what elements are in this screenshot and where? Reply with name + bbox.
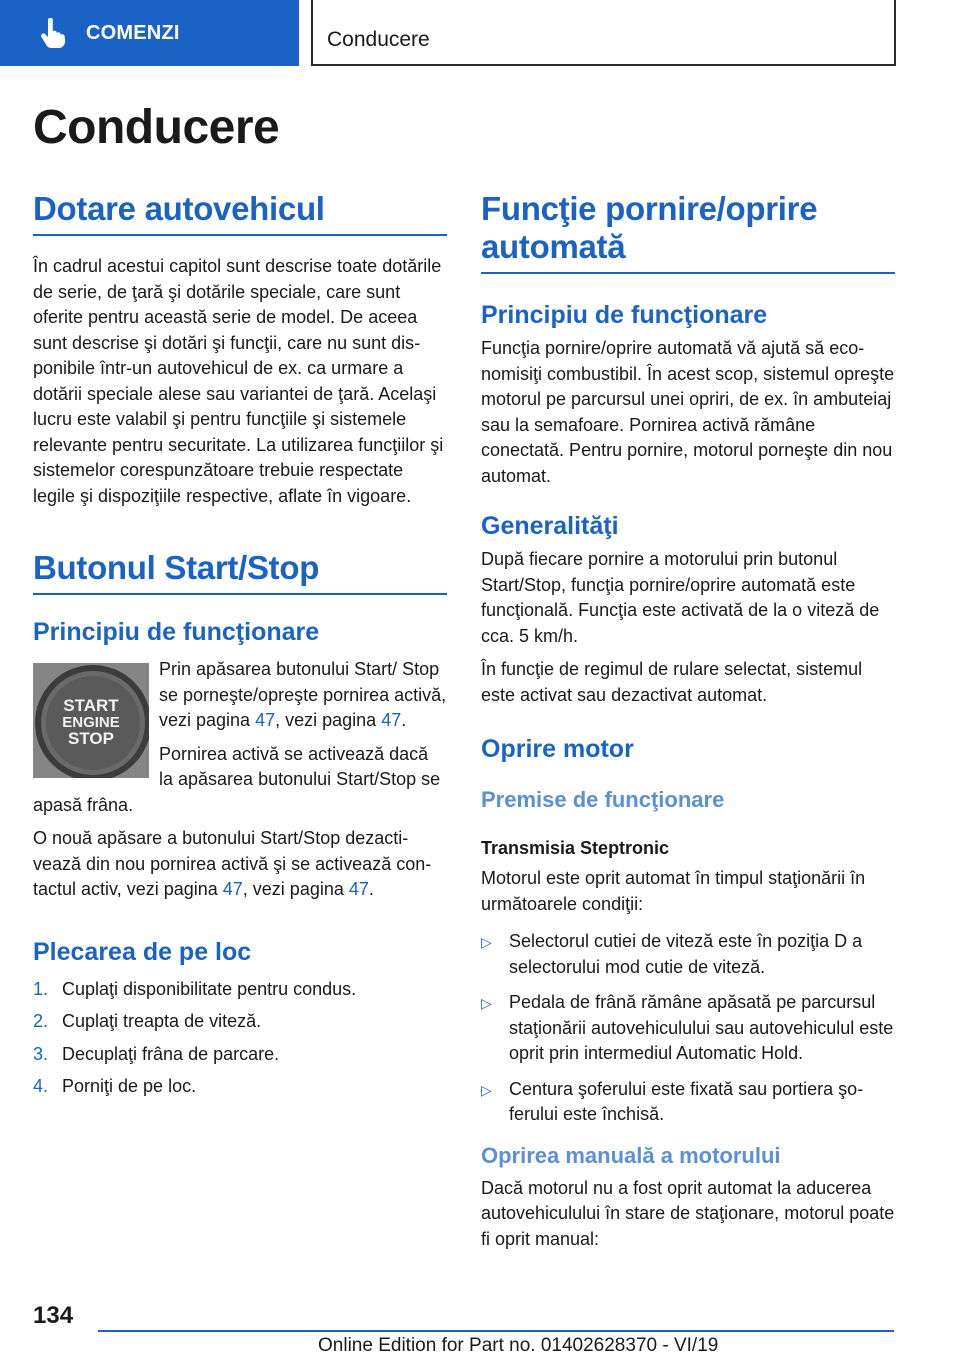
page-link-47[interactable]: 47 bbox=[348, 879, 369, 899]
triangle-bullet-icon: ▷ bbox=[481, 995, 492, 1011]
triangle-bullet-icon: ▷ bbox=[481, 1081, 492, 1098]
chapter-tab[interactable] bbox=[311, 0, 896, 66]
list-item bbox=[33, 1074, 447, 1100]
subtitle-oprirea-manuala: Oprirea manuală a motorului bbox=[481, 1142, 781, 1168]
steps-list bbox=[33, 977, 447, 1100]
step-number: 1. bbox=[33, 978, 49, 999]
paragraph-start-stop-3 bbox=[33, 826, 447, 903]
paragraph-transmisia: Motorul este oprit automat în timpul staţionării în următoarele condiţii: bbox=[481, 868, 866, 914]
image-text-start: START bbox=[63, 696, 119, 715]
step-number: 3. bbox=[33, 1043, 49, 1064]
list-item bbox=[481, 990, 895, 1067]
comenzi-button[interactable] bbox=[0, 0, 299, 66]
text-fragment: , vezi pagina bbox=[242, 879, 349, 899]
list-item bbox=[481, 929, 895, 980]
step-text: Decuplaţi frâna de parcare. bbox=[62, 1043, 280, 1064]
step-number: 4. bbox=[33, 1076, 49, 1096]
right-column bbox=[481, 190, 895, 1252]
section-title-dotare: Dotare autovehicul bbox=[33, 190, 447, 236]
conditions-list bbox=[481, 929, 895, 1128]
text-fragment: . bbox=[401, 710, 407, 730]
list-item bbox=[481, 1077, 895, 1128]
footer-edition-text: Online Edition for Part no. 01402628370 - VI/19 bbox=[318, 1335, 719, 1356]
text-fragment: , vezi pagina bbox=[275, 710, 382, 730]
subtitle-principiu-right: Principiu de funcţionare bbox=[481, 301, 768, 329]
image-text-engine: ENGINE bbox=[62, 714, 120, 731]
bullet-text: Pedala de frână rămâne apăsată pe parcursul staţionării autovehiculului sau autovehiculul este oprit prin intermediul Automatic Hold. bbox=[509, 992, 894, 1063]
left-column bbox=[33, 190, 447, 1107]
list-item bbox=[33, 1042, 447, 1068]
paragraph-start-stop-2: Pornirea activă se activează dacă la apăsarea butonului Start/Stop se apasă frâna. bbox=[33, 743, 441, 815]
pointing-hand-icon bbox=[40, 18, 66, 48]
step-text: Cuplaţi treapta de viteză. bbox=[62, 1011, 262, 1031]
paragraph-oprirea-manuala: Dacă motorul nu a fost oprit automat la aducerea autovehiculului în stare de staţionare, motorul poate fi oprit manual: bbox=[481, 1177, 895, 1249]
comenzi-label: COMENZI bbox=[86, 22, 180, 44]
page-title: Conducere bbox=[33, 101, 280, 154]
subtitle-oprire-motor: Oprire motor bbox=[481, 735, 634, 763]
list-item bbox=[33, 1009, 447, 1035]
bullet-text: Centura şoferului este fixată sau portiera şoferului este închisă. bbox=[509, 1078, 864, 1124]
subtitle-premise: Premise de funcţionare bbox=[481, 787, 725, 812]
paragraph-generalitati-2: În funcţie de regimul de rulare selectat, sistemul este activat sau dezactivat automat. bbox=[481, 659, 863, 705]
subtitle-plecarea: Plecarea de pe loc bbox=[33, 937, 252, 966]
step-text: Cuplaţi disponibilitate pentru condus. bbox=[62, 978, 357, 999]
paragraph-generalitati-1: După fiecare pornire a motorului prin butonul Start/Stop, funcţia pornire/oprire automată este funcţională. Funcţia este activată de la o viteză de cca. 5 km/h. bbox=[481, 549, 880, 646]
bullet-text: Selectorul cutiei de viteză este în poziţia D a selectorului mod cutie de viteză. bbox=[509, 931, 863, 977]
text-fragment: Prin apăsarea butonului Start/ Stop se porneşte/opreşte pornirea activă, vezi pagina bbox=[159, 659, 447, 730]
start-stop-button-image bbox=[33, 663, 149, 778]
subtitle-principiu: Principiu de funcţionare bbox=[33, 618, 320, 646]
triangle-bullet-icon: ▷ bbox=[481, 934, 492, 950]
page-number: 134 bbox=[33, 1302, 74, 1329]
section-title-functie: Funcţie pornire/oprire automată bbox=[481, 190, 895, 274]
step-text: Porniţi de pe loc. bbox=[62, 1076, 197, 1096]
subtitle-transmisia: Transmisia Steptronic bbox=[481, 838, 670, 858]
text-fragment: O nouă apăsare a butonului Start/Stop dezactivează din nou pornirea activă şi se activează contactul activ, vezi pagina bbox=[33, 828, 432, 899]
footer-divider bbox=[98, 1330, 894, 1332]
image-text-stop: STOP bbox=[68, 729, 114, 748]
text-fragment: . bbox=[368, 879, 374, 899]
step-number: 2. bbox=[33, 1011, 49, 1031]
page-link-47[interactable]: 47 bbox=[222, 879, 243, 899]
paragraph-dotare: În cadrul acestui capitol sunt descrise toate dotările de serie, de ţară şi dotările speciale, care sunt oferite pentru această serie de model. De aceea sunt descrise şi dotări şi funcţii, care nu sunt disponibile într-un autovehicul de ex. ca urmare a dotării speciale alese sau variantei de ţară. Acelaşi lucru este valabil şi pentru funcţiile şi sistemele relevante pentru securitate. La utilizarea funcţiilor şi sistemelor corespunzătoare trebuie respectate legile şi dispoziţiile respective, aflate în vigoare. bbox=[33, 256, 444, 506]
chapter-tab-label: Conducere bbox=[327, 28, 430, 51]
section-title-buton: Butonul Start/Stop bbox=[33, 549, 447, 595]
start-stop-block bbox=[33, 657, 447, 818]
subtitle-generalitati: Generalităţi bbox=[481, 512, 619, 540]
page-link-47[interactable]: 47 bbox=[255, 710, 276, 730]
paragraph-principiu: Funcţia pornire/oprire automată vă ajută să economisiţi combustibil. În acest scop, sistemul opreşte motorul pe parcursul unei opriri, de ex. în ambuteiaj sau la semafoare. Pornirea activă rămâne conectată. Pentru pornire, motorul porneşte din nou automat. bbox=[481, 338, 895, 486]
list-item bbox=[33, 977, 447, 1003]
page-link-47[interactable]: 47 bbox=[381, 710, 402, 730]
